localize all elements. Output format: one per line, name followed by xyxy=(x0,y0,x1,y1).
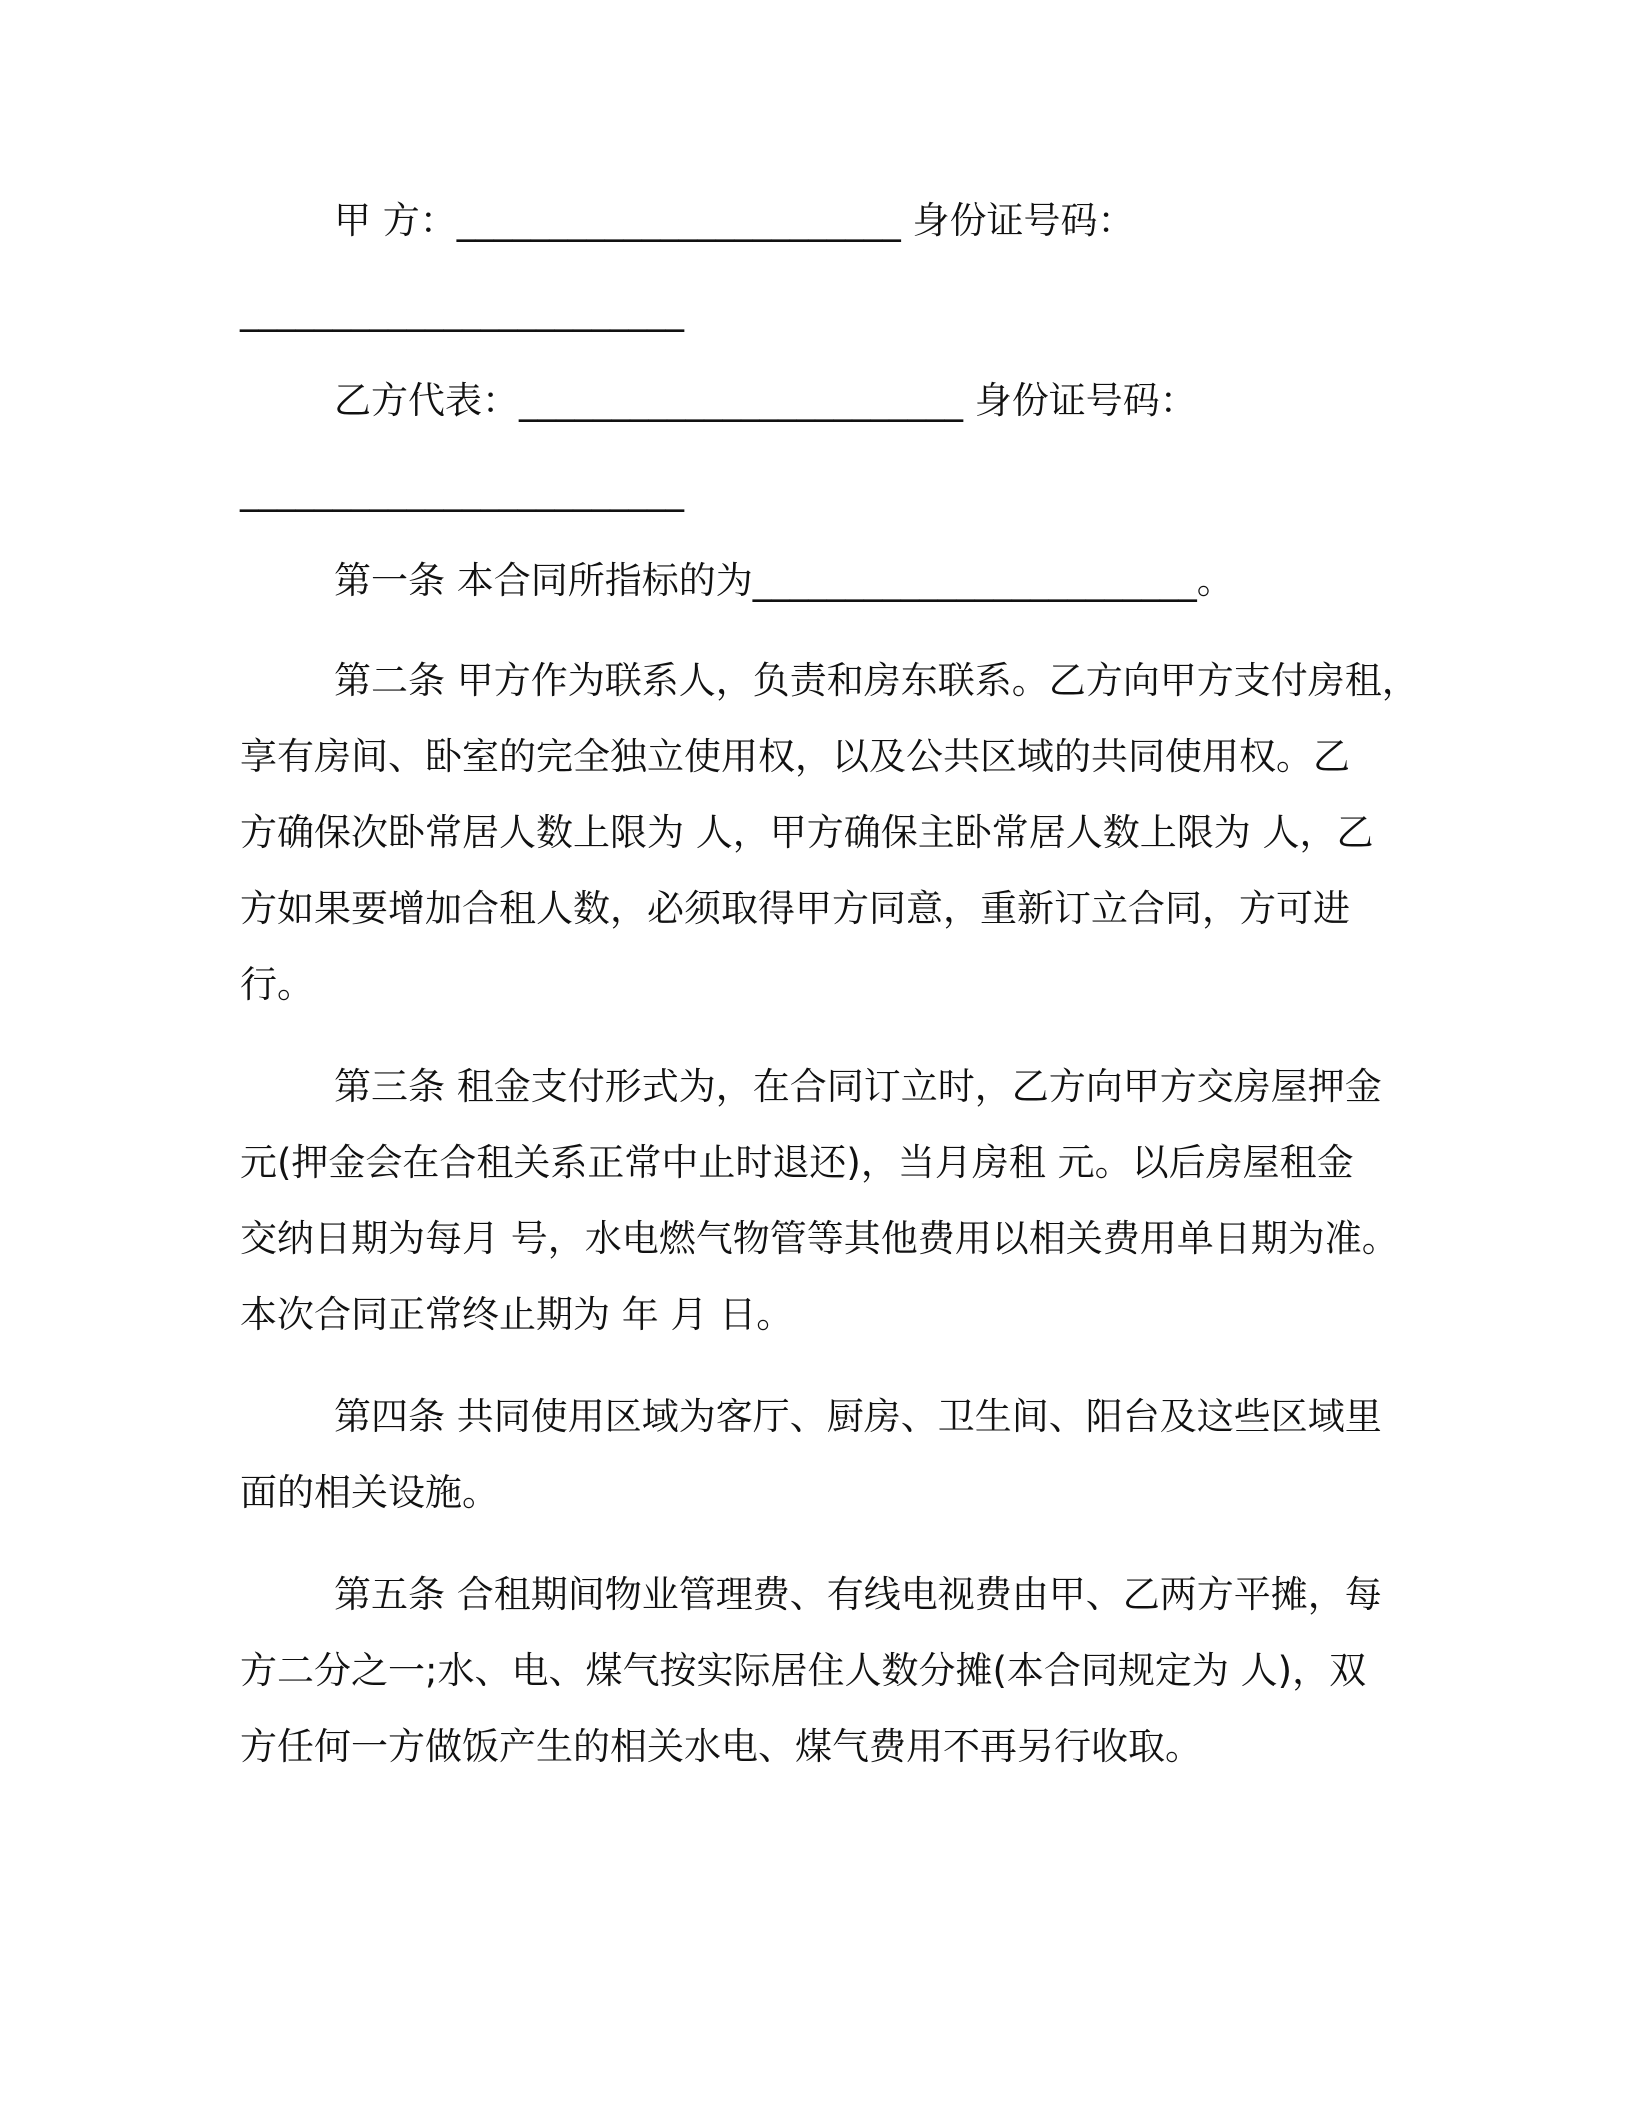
article-5-line-1: 第五条 合租期间物业管理费、有线电视费由甲、乙两方平摊，每 xyxy=(334,1573,1382,1616)
article-4-line-1: 第四条 共同使用区域为客厅、厨房、卫生间、阳台及这些区域里 xyxy=(334,1395,1382,1438)
party-b-id-blank: ________________________ xyxy=(240,469,684,512)
party-a-id-blank: ________________________ xyxy=(240,289,684,332)
article-5-line-3: 方任何一方做饭产生的相关水电、煤气费用不再另行收取。 xyxy=(240,1725,1202,1768)
article-2-line-3: 方确保次卧常居人数上限为 人，甲方确保主卧常居人数上限为 人，乙 xyxy=(240,811,1374,854)
article-2-line-2: 享有房间、卧室的完全独立使用权，以及公共区域的共同使用权。乙 xyxy=(240,735,1350,778)
article-3-line-2: 元(押金会在合租关系正常中止时退还)，当月房租 元。以后房屋租金 xyxy=(240,1141,1354,1184)
article-3-line-3: 交纳日期为每月 号，水电燃气物管等其他费用以相关费用单日期为准。 xyxy=(240,1217,1399,1260)
party-b-name-id-line: 乙方代表：________________________ 身份证号码： xyxy=(334,379,1197,422)
article-2-line-1: 第二条 甲方作为联系人，负责和房东联系。乙方向甲方支付房租， xyxy=(334,659,1419,702)
article-4-line-2: 面的相关设施。 xyxy=(240,1471,499,1514)
article-3-line-1: 第三条 租金支付形式为，在合同订立时，乙方向甲方交房屋押金 xyxy=(334,1065,1382,1108)
article-2-line-5: 行。 xyxy=(240,963,314,1006)
article-5-line-2: 方二分之一;水、电、煤气按实际居住人数分摊(本合同规定为 人)，双 xyxy=(240,1649,1367,1692)
article-2-line-4: 方如果要增加合租人数，必须取得甲方同意，重新订立合同，方可进 xyxy=(240,887,1350,930)
article-3-line-4: 本次合同正常终止期为 年 月 日。 xyxy=(240,1293,794,1336)
article-1: 第一条 本合同所指标的为________________________。 xyxy=(334,559,1234,602)
party-a-name-id-line: 甲 方：________________________ 身份证号码： xyxy=(334,199,1135,242)
